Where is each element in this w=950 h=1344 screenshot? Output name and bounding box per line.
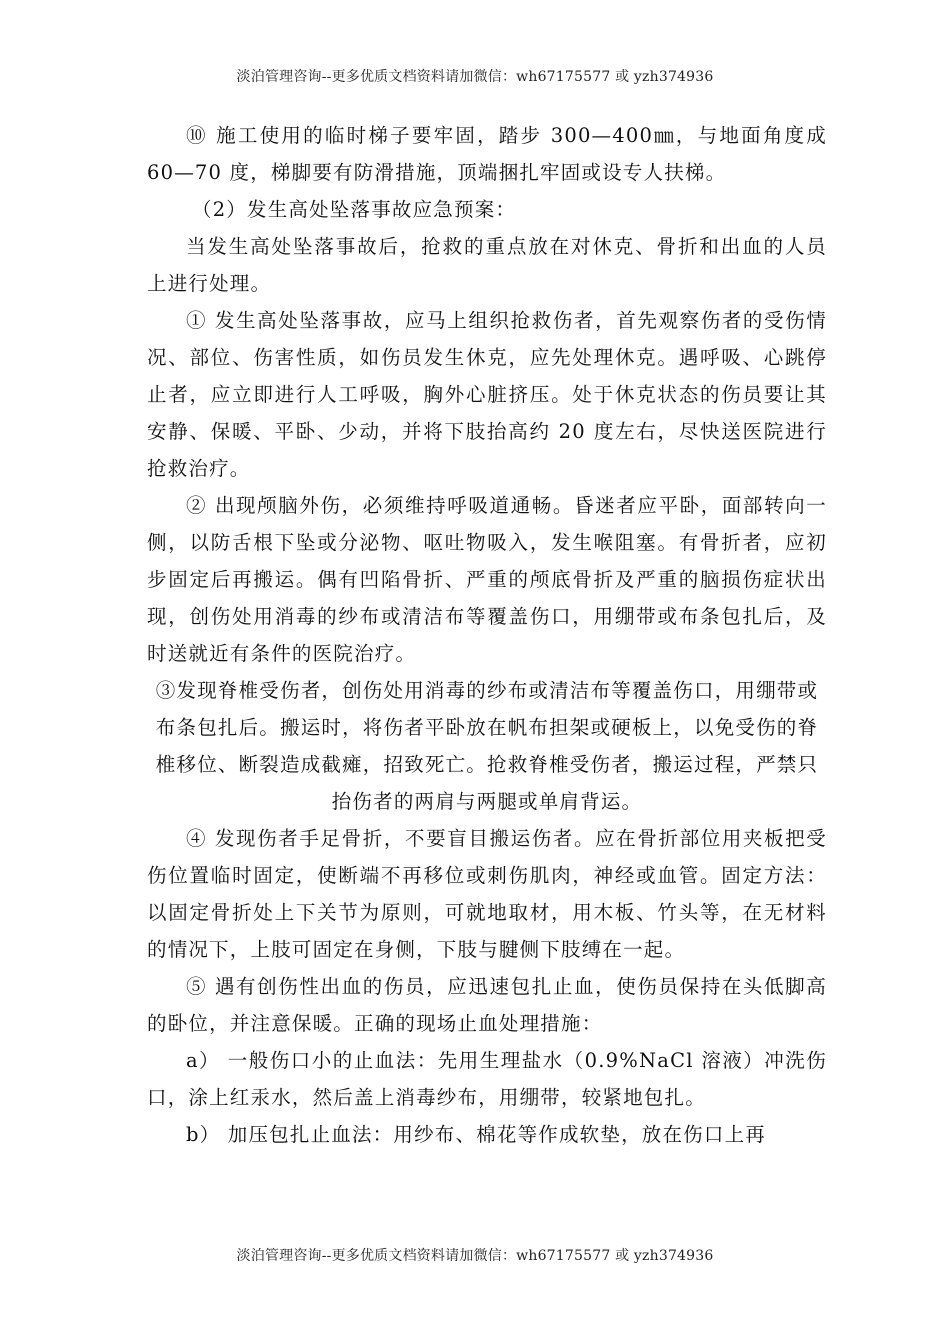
paragraph-item-4-fracture: ④ 发现伤者手足骨折，不要盲目搬运伤者。应在骨折部位用夹板把受伤位置临时固定，使断端不再移位或刺伤肌肉，神经或血管。固定方法：以固定骨折处上下关节为原则，可就地取材，用木板、竹头等，在无材料的情况下，上肢可固定在身侧，下肢与腱侧下肢缚在一起。 xyxy=(147,827,827,961)
section-heading-fall-emergency-plan: （2）发生高处坠落事故应急预案： xyxy=(192,198,517,221)
document-body xyxy=(147,117,827,1153)
page-header: 淡泊管理咨询--更多优质文档资料请加微信：wh67175577 或 yzh374936 xyxy=(236,69,714,85)
paragraph-ladder-safety: ⑩ 施工使用的临时梯子要牢固，踏步 300—400㎜，与地面角度成 60—70 度，梯脚要有防滑措施，顶端捆扎牢固或设专人扶梯。 xyxy=(147,124,827,184)
paragraph-b-pressure-bandage: b） 加压包扎止血法：用纱布、棉花等作成软垫，放在伤口上再 xyxy=(186,1123,766,1146)
page-footer: 淡泊管理咨询--更多优质文档资料请加微信：wh67175577 或 yzh374936 xyxy=(236,1248,714,1264)
paragraph-item-5-bleeding: ⑤ 遇有创伤性出血的伤员，应迅速包扎止血，使伤员保持在头低脚高的卧位，并注意保暖。正确的现场止血处理措施： xyxy=(147,975,827,1035)
paragraph-rescue-focus: 当发生高处坠落事故后，抢救的重点放在对休克、骨折和出血的人员上进行处理。 xyxy=(147,235,827,295)
paragraph-item-2-head-injury: ② 出现颅脑外伤，必须维持呼吸道通畅。昏迷者应平卧，面部转向一侧，以防舌根下坠或分泌物、呕吐物吸入，发生喉阻塞。有骨折者，应初步固定后再搬运。偶有凹陷骨折、严重的颅底骨折及严重的脑损伤症状出现，创伤处用消毒的纱布或清洁布等覆盖伤口，用绷带或布条包扎后，及时送就近有条件的医院治疗。 xyxy=(147,494,827,665)
paragraph-item-3-spine-injury: ③发现脊椎受伤者，创伤处用消毒的纱布或清洁布等覆盖伤口，用绷带或布条包扎后。搬运时，将伤者平卧放在帆布担架或硬板上，以免受伤的脊椎移位、断裂造成截瘫，招致死亡。抢救脊椎受伤者，搬运过程，严禁只抬伤者的两肩与两腿或单肩背运。 xyxy=(155,679,819,813)
paragraph-a-small-wound: a） 一般伤口小的止血法：先用生理盐水（0.9%NaCl 溶液）冲洗伤口，涂上红汞水，然后盖上消毒纱布，用绷带，较紧地包扎。 xyxy=(147,1049,827,1109)
paragraph-item-1-shock: ① 发生高处坠落事故，应马上组织抢救伤者，首先观察伤者的受伤情况、部位、伤害性质，如伤员发生休克，应先处理休克。遇呼吸、心跳停止者，应立即进行人工呼吸，胸外心脏挤压。处于休克状态的伤员要让其安静、保暖、平卧、少动，并将下肢抬高约 20 度左右，尽快送医院进行抢救治疗。 xyxy=(147,309,827,480)
